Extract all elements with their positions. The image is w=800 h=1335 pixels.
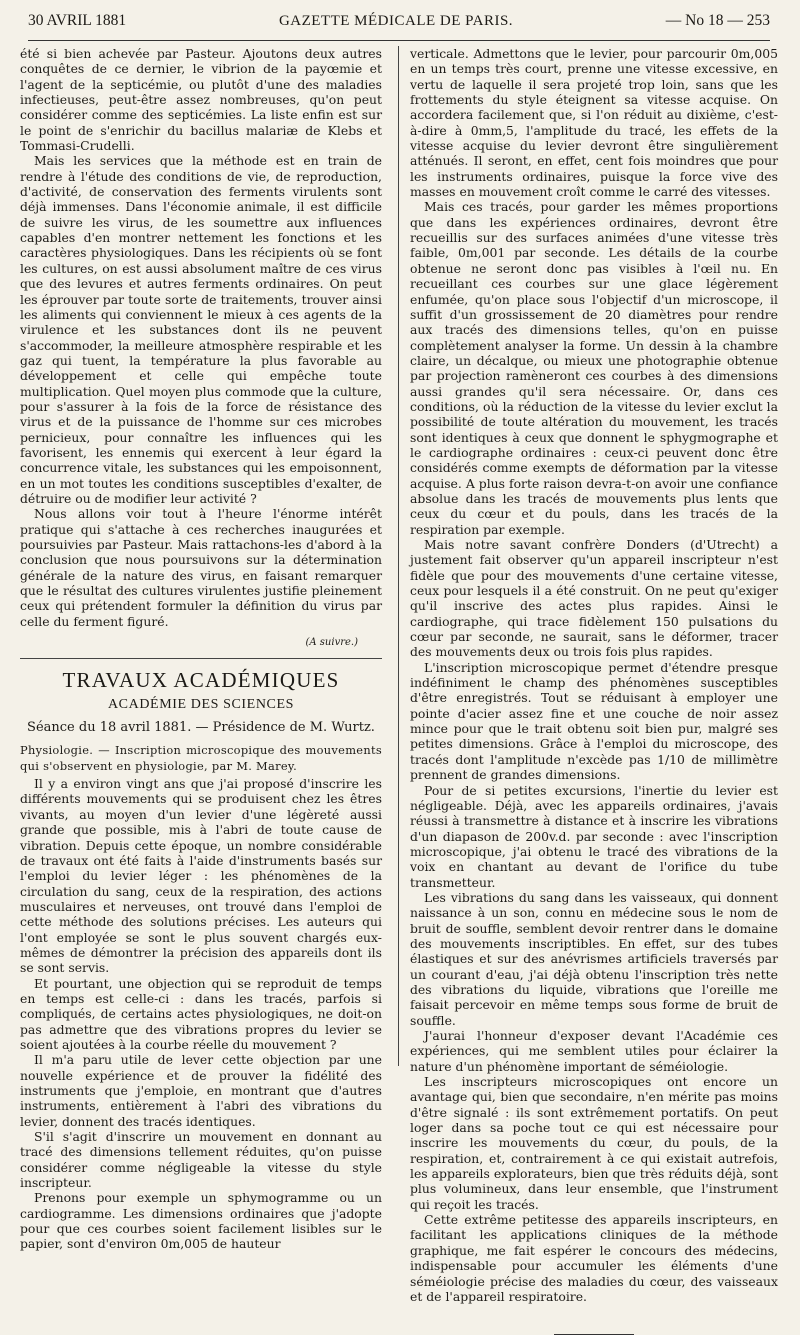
paragraph: Il m'a paru utile de lever cette objection par une nouvelle expérience et de prouver la fidélité des instruments que j'emploie, en montrant que d'autres instruments, entièrement à l'abri des vibrations du levier, donnent des tracés identiques.: [20, 1052, 382, 1129]
paragraph: été si bien achevée par Pasteur. Ajoutons deux autres conquêtes de ce dernier, le vibrion de la payœmie et l'agent de la septicémie, ou plutôt d'une des maladies infectieuses, peut-être assez nombreuses, qu'on peut considérer comme des septicémies. La liste enfin est sur le point de s'enrichir du bacillus malariæ de Klebs et Tommasi-Crudelli.: [20, 46, 382, 154]
to-be-continued-note: (A suivre.): [305, 637, 358, 649]
paragraph: Cette extrême petitesse des appareils inscripteurs, en facilitant les applications cliniques de la méthode graphique, me fait espérer le concours des médecins, indispensable pour accumuler les éléments d'une séméiologie précise des maladies du cœur, des vaisseaux et de l'appareil respiratoire.: [410, 1212, 778, 1304]
paragraph: Les inscripteurs microscopiques ont encore un avantage qui, bien que secondaire, n'en mérite pas moins d'être signalé : ils sont extrêmement portatifs. On peut loger dans sa poche tout ce qui est nécessaire pour inscrire les mouvements du cœur, du pouls, de la respiration, et, contrairement à ce qui existait autrefois, les appareils explorateurs, bien que très réduits déjà, sont plus volumineux, dans leur ensemble, que l'instrument qui reçoit les tracés.: [410, 1074, 778, 1212]
section-subtitle: ACADÉMIE DES SCIENCES: [107, 696, 295, 712]
paragraph: L'inscription microscopique permet d'étendre presque indéfiniment le champ des phénomènes susceptibles d'être enregistrés. Tout se réduisant à employer une pointe d'acier assez fine et une couche de noir assez mince pour que le trait obtenu soit bien pur, malgré ses petites dimensions. Grâce à l'emploi du microscope, des tracés dont l'amplitude n'excède pas 1/10 de millimètre prennent de grandes dimensions.: [410, 659, 778, 783]
section-title: TRAVAUX ACADÉMIQUES: [62, 668, 340, 693]
right-column: [410, 46, 778, 1335]
paragraph: Mais notre savant confrère Donders (d'Utrecht) a justement fait observer qu'un appareil inscripteur n'est fidèle que pour des mouvements d'une certaine vitesse, ceux pour lesquels il a été construit. On ne peut qu'exiger qu'il inscrive des actes plus rapides. Ainsi le cardiographe, qui trace fidèlement 150 pulsations du cœur par seconde, ne saurait, sans le déformer, tracer des mouvements deux ou trois fois plus rapides.: [410, 537, 778, 660]
paragraph: Les vibrations du sang dans les vaisseaux, qui donnent naissance à un son, connu en médecine sous le nom de bruit de souffle, semblent devoir rentrer dans le domaine des mouvements inscriptibles. En effet, sur des tubes élastiques et sur des anévrismes artificiels traversés par un courant d'eau, j'ai déjà obtenu l'inscription très nette des vibrations du liquide, vibrations que l'oreille me faisait percevoir en même temps sous forme de bruit de souffle.: [410, 889, 778, 1028]
running-header: [28, 12, 770, 41]
paragraph: Nous allons voir tout à l'heure l'énorme intérêt pratique qui s'attache à ces recherches inaugurées et poursuivies par Pasteur. Mais rattachons-les d'abord à la conclusion que nous poursuivons sur la détermination générale de la nature des virus, en faisant remarquer que le résultat des cultures virulentes justifie pleinement ceux qui prétendent formuler la définition du virus par celle du ferment figuré.: [20, 506, 382, 629]
article-heading: Physiologie. — Inscription microscopique des mouvements qui s'observent en physiologie, par M. Marey.: [20, 743, 382, 773]
journal-title: GAZETTE MÉDICALE DE PARIS.: [278, 13, 514, 29]
paragraph: Mais ces tracés, pour garder les mêmes proportions que dans les expériences ordinaires, devront être recueillis sur des surfaces animées d'une vitesse très faible, 0m,001 par seconde. Les détails de la courbe obtenue ne seront donc pas visibles à l'œil nu. En recueillant ces courbes sur une glace légèrement enfumée, qu'on place sous l'objectif d'un microscope, il suffit d'un grossissement de 20 diamètres pour rendre aux tracés des dimensions telles, qu'on en puisse complètement analyser la forme. Un dessin à la chambre claire, un décalque, ou mieux une photographie obtenue par projection ramèneront ces courbes à des dimensions aussi grandes qu'il sera nécessaire. Or, dans ces conditions, où la réduction de la vitesse du levier exclut la possibilité de toute altération du mouvement, les tracés sont identiques à ceux que donnent le sphygmographe et le cardiographe ordinaires : ceux-ci peuvent donc être considérés comme exempts de déformation par la vitesse acquise. A plus forte raison devra-t-on avoir une confiance absolue dans les tracés de mouvements plus lents que ceux du cœur et du pouls, dans les tracés de la respiration par exemple.: [410, 199, 778, 537]
paragraph: Mais les services que la méthode est en train de rendre à l'étude des conditions de vie, de reproduction, d'activité, de conservation des ferments virulents sont déjà immenses. Dans l'économie animale, il est difficile de suivre les virus, de les soumettre aux influences capables d'en montrer nettement les fonctions et les caractères physiologiques. Dans les récipients où se font les cultures, on est aussi absolument maître de ces virus que des levures et autres ferments ordinaires. On peut les éprouver par toute sorte de traitements, trouver ainsi les aliments qui conviennent le mieux à ces agents de la virulence et les substances dont ils ne peuvent s'accommoder, la meilleure atmosphère respirable et les gaz qui tuent, la température la plus favorable au développement et celle qui empêche toute multiplication. Quel moyen plus commode que la culture, pour s'assurer à la fois de la force de résistance des virus et de la puissance de l'homme sur ces microbes pernicieux, pour connaître les influences qui les favorisent, les ennemis qui exercent à leur égard la concurrence vitale, les substances qui les empoisonnent, en un mot toutes les conditions susceptibles d'exalter, de détruire ou de modifier leur activité ?: [20, 153, 382, 506]
paragraph: Pour de si petites excursions, l'inertie du levier est négligeable. Déjà, avec les appareils ordinaires, j'avais réussi à transmettre à distance et à inscrire les vibrations d'un diapason de 200v.d. par seconde : avec l'inscription microscopique, j'ai obtenu le tracé des vibrations de la voix en chantant au devant de l'orifice du tube transmetteur.: [410, 782, 778, 890]
paragraph: J'aurai l'honneur d'exposer devant l'Académie ces expériences, qui me semblent utiles pour éclairer la nature d'un phénomène important de séméiologie.: [410, 1028, 778, 1074]
section-divider: [20, 658, 382, 659]
paragraph: Prenons pour exemple un sphymogramme ou un cardiogramme. Les dimensions ordinaires que j'adopte pour que ces courbes soient facilement lisibles sur le papier, sont d'environ 0m,005 de hauteur: [20, 1190, 382, 1252]
paragraph: S'il s'agit d'inscrire un mouvement en donnant au tracé des dimensions tellement réduites, qu'on puisse considérer comme négligeable la vitesse du style inscripteur.: [20, 1129, 382, 1191]
issue-page-number: — No 18 — 253: [665, 12, 770, 29]
column-divider: [398, 46, 399, 1066]
paragraph: verticale. Admettons que le levier, pour parcourir 0m,005 en un temps très court, prenne une vitesse excessive, en vertu de laquelle il sera projeté trop loin, sans que les frottements du style éteignent sa vitesse acquise. On accordera facilement que, si l'on réduit au dixième, c'est-à-dire à 0mm,5, l'amplitude du tracé, les effets de la vitesse acquise du levier devront être singulièrement atténués. Il seront, en effet, cent fois moindres que pour les instruments ordinaires, puisque la force vive des masses en mouvement croît comme le carré des vitesses.: [410, 46, 778, 200]
left-column: [20, 46, 382, 1252]
session-line: Séance du 18 avril 1881. — Présidence de M. Wurtz.: [27, 720, 375, 736]
issue-date: 30 AVRIL 1881: [28, 12, 127, 29]
paragraph: Et pourtant, une objection qui se reproduit de temps en temps est celle-ci : dans les tracés, parfois si compliqués, de certains actes physiologiques, ne doit-on pas admettre que des vibrations propres du levier se soient ajoutées à la courbe réelle du mouvement ?: [20, 975, 382, 1052]
paragraph: Il y a environ vingt ans que j'ai proposé d'inscrire les différents mouvements qui se produisent chez les êtres vivants, au moyen d'un levier d'une légèreté aussi grande que possible, mis à l'abri de toute cause de vibration. Depuis cette époque, un nombre considérable de travaux ont été faits à l'aide d'instruments basés sur l'emploi du levier léger : les phénomènes de la circulation du sang, ceux de la respiration, des actions musculaires et nerveuses, ont trouvé dans l'emploi de cette méthode des solutions précises. Les auteurs qui l'ont employée se sont le plus souvent chargés eux-mêmes de démontrer la précision des appareils dont ils se sont servis.: [20, 776, 382, 976]
